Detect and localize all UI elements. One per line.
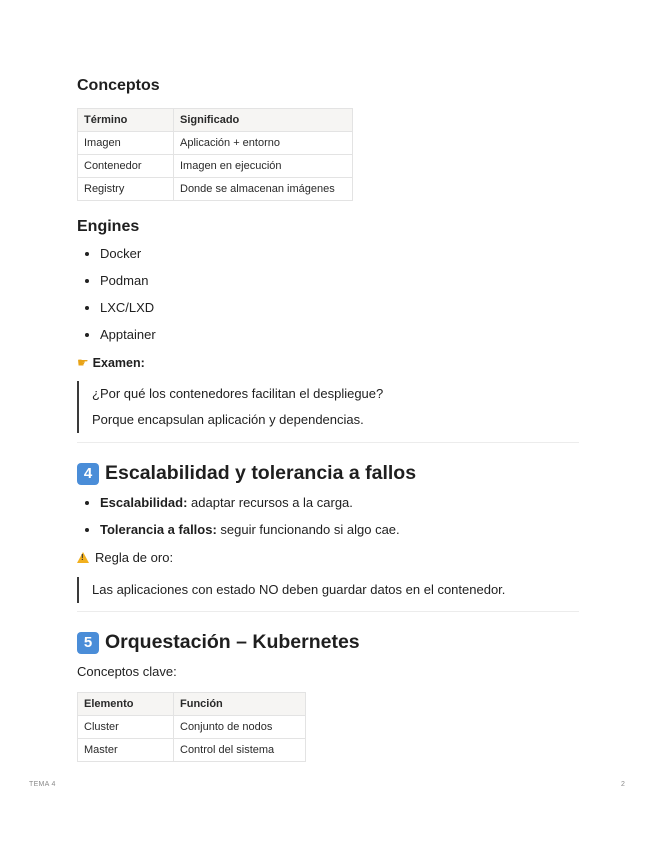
term: Escalabilidad:: [100, 495, 188, 510]
examen-callout: [77, 355, 145, 371]
section-5-heading: [77, 631, 360, 654]
section-4-list: [77, 489, 400, 543]
engines-list: [77, 240, 156, 348]
rule-callout: [77, 550, 173, 565]
kubernetes-table: [77, 692, 306, 762]
list-item: Podman: [77, 267, 156, 294]
column-header: Significado: [174, 109, 353, 132]
keycap-5-icon: 5: [77, 632, 99, 654]
table-cell: Conjunto de nodos: [174, 716, 306, 739]
table-header-row: [78, 693, 306, 716]
rule-label: Regla de oro:: [95, 550, 174, 565]
table-cell: Aplicación + entorno: [174, 132, 353, 155]
table-header-row: [78, 109, 353, 132]
list-item: [77, 516, 400, 543]
table-row: [78, 132, 353, 155]
section-4-heading: [77, 462, 416, 485]
section-5-title: Orquestación – Kubernetes: [105, 631, 360, 653]
table-cell: Control del sistema: [174, 739, 306, 762]
term-desc: seguir funcionando si algo cae.: [216, 522, 400, 537]
list-item: Apptainer: [77, 321, 156, 348]
quote-line: ¿Por qué los contenedores facilitan el despliegue?: [92, 386, 384, 401]
footer-page-number: 2: [621, 781, 626, 788]
table-cell: Imagen: [78, 132, 174, 155]
list-item: Docker: [77, 240, 156, 267]
table-row: [78, 155, 353, 178]
table-row: [78, 178, 353, 201]
table-cell: Donde se almacenan imágenes: [174, 178, 353, 201]
term-desc: adaptar recursos a la carga.: [187, 495, 353, 510]
conceptos-table: [77, 108, 353, 201]
heading-engines: Engines: [77, 218, 140, 235]
table-cell: Contenedor: [78, 155, 174, 178]
examen-quote: [77, 381, 383, 433]
pointing-hand-icon: ☛: [77, 355, 89, 370]
divider: [77, 442, 579, 443]
column-header: Función: [174, 693, 306, 716]
table-row: [78, 716, 306, 739]
footer-chapter: TEMA 4: [29, 781, 56, 788]
table-row: [78, 739, 306, 762]
quote-line: Las aplicaciones con estado NO deben guardar datos en el contenedor.: [92, 582, 506, 597]
rule-quote: [77, 577, 505, 603]
examen-label: Examen:: [92, 356, 145, 370]
table-cell: Imagen en ejecución: [174, 155, 353, 178]
heading-conceptos: Conceptos: [77, 77, 160, 94]
list-item: LXC/LXD: [77, 294, 156, 321]
column-header: Término: [78, 109, 174, 132]
table-cell: Cluster: [78, 716, 174, 739]
section-5-intro: Conceptos clave:: [77, 664, 177, 679]
table-cell: Master: [78, 739, 174, 762]
term: Tolerancia a fallos:: [100, 522, 217, 537]
section-4-title: Escalabilidad y tolerancia a fallos: [105, 462, 417, 484]
list-item: [77, 489, 400, 516]
divider: [77, 611, 579, 612]
quote-line: Porque encapsulan aplicación y dependencias.: [92, 412, 364, 427]
column-header: Elemento: [78, 693, 174, 716]
table-cell: Registry: [78, 178, 174, 201]
warning-icon: [77, 552, 89, 563]
keycap-4-icon: 4: [77, 463, 99, 485]
